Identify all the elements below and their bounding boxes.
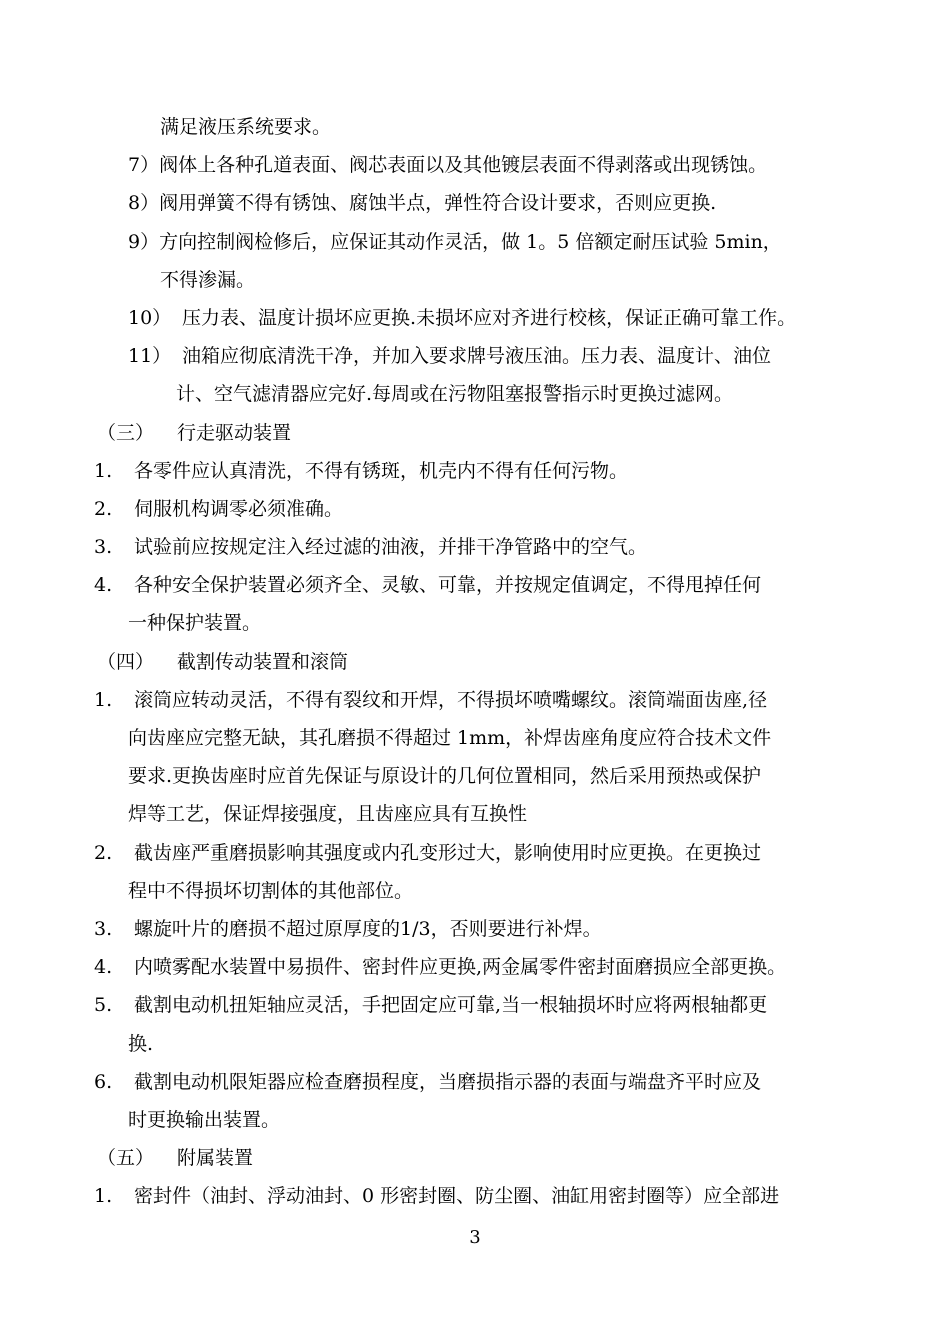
item-number: 3. bbox=[94, 536, 113, 558]
list-item-11 bbox=[128, 343, 771, 369]
section-heading-5 bbox=[97, 1145, 253, 1171]
item-number: 5. bbox=[94, 994, 113, 1016]
item-number: 6. bbox=[94, 1071, 113, 1093]
line-text: 滚筒应转动灵活，不得有裂纹和开焊，不得损坏喷嘴螺纹。滚筒端面齿座,径 bbox=[134, 689, 768, 711]
line-text: 各零件应认真清洗，不得有锈斑，机壳内不得有任何污物。 bbox=[134, 460, 629, 482]
line-text: 不得渗漏。 bbox=[160, 269, 256, 291]
page-number: 3 bbox=[469, 1227, 481, 1248]
line-text: 压力表、温度计损坏应更换.未损坏应对齐进行校核，保证正确可靠工作。 bbox=[182, 307, 797, 329]
item-number: 1. bbox=[94, 1185, 113, 1207]
item-number: 2. bbox=[94, 842, 113, 864]
line-text: 油箱应彻底清洗干净，并加入要求牌号液压油。压力表、温度计、油位 bbox=[182, 345, 772, 367]
text-line bbox=[176, 381, 733, 407]
item-number: 1. bbox=[94, 689, 113, 711]
line-text: 程中不得损坏切割体的其他部位。 bbox=[128, 880, 414, 902]
list-item bbox=[94, 687, 767, 713]
line-text: 计、空气滤清器应完好.每周或在污物阻塞报警指示时更换过滤网。 bbox=[176, 383, 734, 405]
section-heading-3 bbox=[97, 420, 291, 446]
line-text: 满足液压系统要求。 bbox=[160, 116, 332, 138]
item-number: 3. bbox=[94, 918, 113, 940]
list-item bbox=[94, 992, 767, 1018]
list-item bbox=[94, 916, 602, 942]
line-text: 要求.更换齿座时应首先保证与原设计的几何位置相同，然后采用预热或保护 bbox=[128, 765, 762, 787]
list-item-10 bbox=[128, 305, 796, 331]
list-item-9 bbox=[128, 229, 782, 255]
list-item bbox=[94, 840, 761, 866]
text-line bbox=[160, 114, 331, 140]
list-item bbox=[94, 572, 761, 598]
item-number: 11） bbox=[128, 345, 172, 367]
text-line bbox=[128, 763, 761, 789]
line-text: 截齿座严重磨损影响其强度或内孔变形过大，影响使用时应更换。在更换过 bbox=[134, 842, 762, 864]
item-number: 4. bbox=[94, 956, 113, 978]
list-item-7 bbox=[128, 152, 767, 178]
text-line bbox=[160, 267, 255, 293]
section-number: （五） bbox=[97, 1147, 155, 1169]
text-line bbox=[128, 725, 771, 751]
line-text: 密封件（油封、浮动油封、0 形密封圈、防尘圈、油缸用密封圈等）应全部进 bbox=[134, 1185, 780, 1207]
text-line bbox=[128, 1031, 153, 1057]
line-text: 一种保护装置。 bbox=[128, 612, 262, 634]
item-number: 1. bbox=[94, 460, 113, 482]
list-item bbox=[94, 534, 647, 560]
list-item bbox=[94, 954, 786, 980]
line-text: 9）方向控制阀检修后，应保证其动作灵活，做 1。5 倍额定耐压试验 5min， bbox=[128, 231, 782, 253]
line-text: 截割电动机扭矩轴应灵活，手把固定应可靠,当一根轴损坏时应将两根轴都更 bbox=[134, 994, 768, 1016]
list-item bbox=[94, 496, 343, 522]
item-number: 10） bbox=[128, 307, 172, 329]
line-text: 内喷雾配水装置中易损件、密封件应更换,两金属零件密封面磨损应全部更换。 bbox=[134, 956, 787, 978]
line-text: 向齿座应完整无缺，其孔磨损不得超过 1mm，补焊齿座角度应符合技术文件 bbox=[128, 727, 772, 749]
line-text: 伺服机构调零必须准确。 bbox=[134, 498, 344, 520]
section-title: 行走驱动装置 bbox=[177, 422, 292, 444]
section-number: （三） bbox=[97, 422, 155, 444]
line-text: 螺旋叶片的磨损不超过原厚度的1/3，否则要进行补焊。 bbox=[134, 918, 602, 940]
section-title: 截割传动装置和滚筒 bbox=[177, 651, 349, 673]
text-line bbox=[128, 610, 261, 636]
section-heading-4 bbox=[97, 649, 348, 675]
line-text: 换. bbox=[128, 1033, 154, 1055]
list-item bbox=[94, 458, 628, 484]
list-item bbox=[94, 1069, 761, 1095]
line-text: 各种安全保护装置必须齐全、灵敏、可靠，并按规定值调定，不得甩掉任何 bbox=[134, 574, 762, 596]
item-number: 4. bbox=[94, 574, 113, 596]
item-number: 2. bbox=[94, 498, 113, 520]
line-text: 试验前应按规定注入经过滤的油液，并排干净管路中的空气。 bbox=[134, 536, 648, 558]
line-text: 截割电动机限矩器应检查磨损程度，当磨损指示器的表面与端盘齐平时应及 bbox=[134, 1071, 762, 1093]
section-number: （四） bbox=[97, 651, 155, 673]
line-text: 焊等工艺，保证焊接强度，且齿座应具有互换性 bbox=[128, 803, 528, 825]
text-line bbox=[128, 1107, 280, 1133]
text-line bbox=[128, 878, 413, 904]
section-title: 附属装置 bbox=[177, 1147, 254, 1169]
line-text: 时更换输出装置。 bbox=[128, 1109, 281, 1131]
text-line bbox=[128, 801, 527, 827]
line-text: 8）阀用弹簧不得有锈蚀、腐蚀半点，弹性符合设计要求，否则应更换. bbox=[128, 192, 717, 214]
list-item-8 bbox=[128, 190, 716, 216]
line-text: 7）阀体上各种孔道表面、阀芯表面以及其他镀层表面不得剥落或出现锈蚀。 bbox=[128, 154, 768, 176]
list-item bbox=[94, 1183, 779, 1209]
